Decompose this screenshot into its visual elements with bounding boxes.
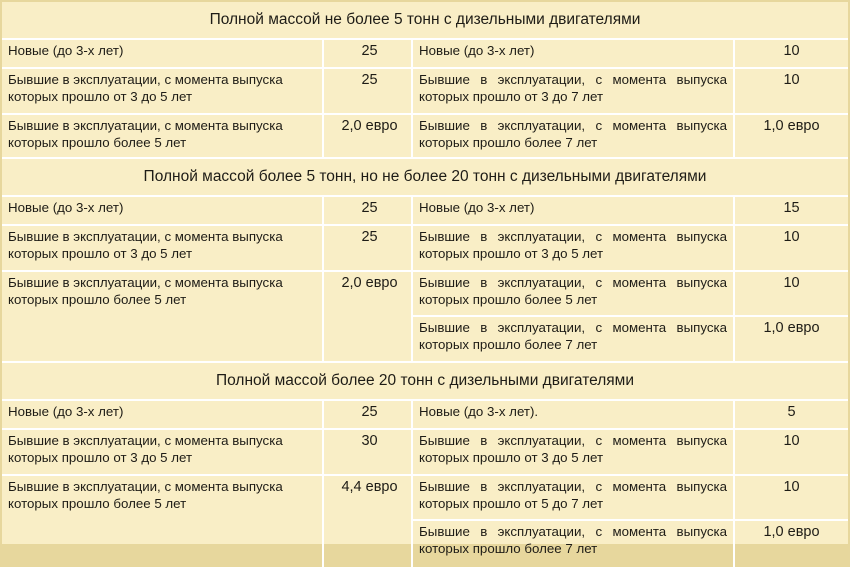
row-label: Новые (до 3-х лет): [2, 40, 324, 67]
table-row: [2, 226, 411, 272]
table-row: [413, 476, 848, 521]
row-value: 15: [783, 200, 800, 216]
row-label: Бывшие в эксплуатации, с момента выпуска которых прошло более 7 лет: [413, 317, 735, 361]
right-column: [411, 401, 848, 567]
row-value: 25: [361, 229, 378, 245]
table-row: [413, 69, 848, 115]
table-row: [413, 401, 848, 430]
row-value: 10: [783, 72, 800, 88]
row-value: 10: [783, 229, 800, 245]
row-value: 2,0 евро: [341, 118, 398, 134]
row-label: Бывшие в эксплуатации, с момента выпуска которых прошло более 5 лет: [413, 272, 735, 315]
row-value: 1,0 евро: [763, 320, 820, 336]
row-value: 4,4 евро: [341, 479, 398, 495]
row-label: Новые (до 3-х лет): [2, 197, 324, 224]
table-row: [413, 272, 848, 317]
row-value: 25: [361, 200, 378, 216]
table-row: [413, 317, 848, 363]
section-title: Полной массой более 20 тонн с дизельными двигателями: [2, 363, 848, 401]
right-column: [411, 197, 848, 363]
table-row: [2, 69, 411, 115]
table-row: [413, 521, 848, 567]
table-row: [413, 115, 848, 159]
row-label: Новые (до 3-х лет).: [413, 401, 735, 428]
duty-rates-table: [2, 2, 848, 556]
table-row: [413, 226, 848, 272]
row-value: 10: [783, 43, 800, 59]
row-label: Бывшие в эксплуатации, с момента выпуска которых прошло более 5 лет: [2, 272, 324, 361]
table-row: [2, 272, 411, 363]
table-row: [413, 430, 848, 476]
section-title: Полной массой не более 5 тонн с дизельными двигателями: [2, 2, 848, 40]
section-body: [2, 197, 848, 363]
row-label: Новые (до 3-х лет): [413, 40, 735, 67]
table-row: [413, 197, 848, 226]
section-body: [2, 40, 848, 159]
row-label: Бывшие в эксплуатации, с момента выпуска которых прошло от 5 до 7 лет: [413, 476, 735, 519]
row-value: 30: [361, 433, 378, 449]
section-title: Полной массой более 5 тонн, но не более 20 тонн с дизельными двигателями: [2, 159, 848, 197]
row-value: 5: [787, 404, 796, 420]
table-row: [2, 430, 411, 476]
section-up-to-5t: [2, 2, 848, 159]
left-column: [2, 40, 411, 159]
row-label: Бывшие в эксплуатации, с момента выпуска которых прошло от 3 до 5 лет: [2, 430, 324, 474]
row-label: Бывшие в эксплуатации, с момента выпуска которых прошло от 3 до 5 лет: [413, 430, 735, 474]
right-column: [411, 40, 848, 159]
table-row: [413, 40, 848, 69]
table-row: [2, 197, 411, 226]
table-row: [2, 115, 411, 159]
table-row: [2, 40, 411, 69]
row-label: Бывшие в эксплуатации, с момента выпуска которых прошло более 7 лет: [413, 115, 735, 157]
row-value: 1,0 евро: [763, 118, 820, 134]
row-label: Бывшие в эксплуатации, с момента выпуска которых прошло от 3 до 5 лет: [413, 226, 735, 270]
row-label: Новые (до 3-х лет): [2, 401, 324, 428]
row-label: Новые (до 3-х лет): [413, 197, 735, 224]
left-column: [2, 197, 411, 363]
section-body: [2, 401, 848, 567]
row-value: 25: [361, 404, 378, 420]
row-value: 25: [361, 72, 378, 88]
row-label: Бывшие в эксплуатации, с момента выпуска которых прошло от 3 до 5 лет: [2, 69, 324, 113]
row-value: 1,0 евро: [763, 524, 820, 540]
row-value: 10: [783, 479, 800, 495]
table-row: [2, 476, 411, 567]
left-column: [2, 401, 411, 567]
row-label: Бывшие в эксплуатации, с момента выпуска которых прошло более 5 лет: [2, 476, 324, 567]
row-value: 2,0 евро: [341, 275, 398, 291]
row-label: Бывшие в эксплуатации, с момента выпуска которых прошло от 3 до 7 лет: [413, 69, 735, 113]
row-label: Бывшие в эксплуатации, с момента выпуска которых прошло более 7 лет: [413, 521, 735, 567]
table-row: [2, 401, 411, 430]
row-label: Бывшие в эксплуатации, с момента выпуска которых прошло от 3 до 5 лет: [2, 226, 324, 270]
row-value: 10: [783, 275, 800, 291]
section-over-20t: [2, 363, 848, 567]
row-label: Бывшие в эксплуатации, с момента выпуска которых прошло более 5 лет: [2, 115, 324, 157]
section-5-to-20t: [2, 159, 848, 363]
row-value: 25: [361, 43, 378, 59]
row-value: 10: [783, 433, 800, 449]
